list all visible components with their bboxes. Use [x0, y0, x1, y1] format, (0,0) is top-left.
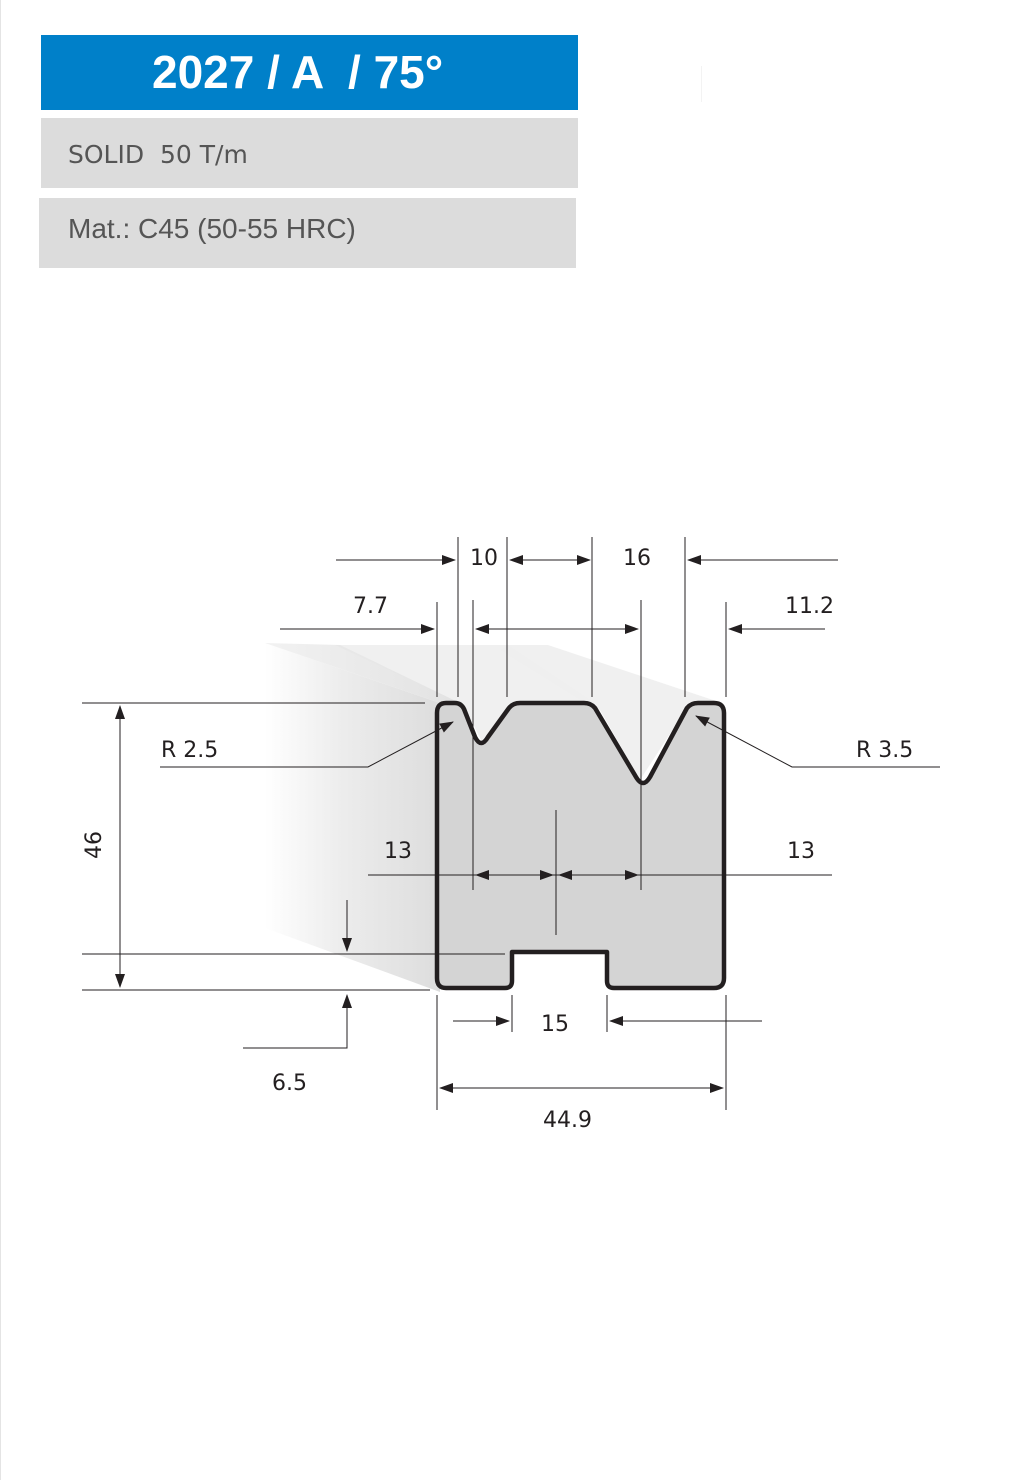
dim-label-right-center: 13 [787, 839, 815, 864]
dim-label-height: 46 [82, 831, 107, 859]
dim-label-top-left-width: 10 [470, 546, 498, 571]
product-title: 2027 / A / 75° [41, 35, 578, 110]
dim-label-overall-width: 44.9 [543, 1108, 592, 1133]
dim-label-slot-width: 15 [541, 1012, 569, 1037]
material-spec: Mat.: C45 (50-55 HRC) [39, 198, 576, 268]
dim-label-right-offset: 11.2 [785, 594, 834, 619]
dim-label-left-center: 13 [384, 839, 412, 864]
dim-label-left-offset: 7.7 [353, 594, 388, 619]
dim-label-slot-depth: 6.5 [272, 1071, 307, 1096]
capacity-spec: SOLID 50 T/m [41, 118, 578, 188]
die-profile-outline [437, 703, 724, 988]
dim-label-top-right-width: 16 [623, 546, 651, 571]
dim-label-left-radius: R 2.5 [161, 738, 219, 763]
dim-label-right-radius: R 3.5 [856, 738, 914, 763]
